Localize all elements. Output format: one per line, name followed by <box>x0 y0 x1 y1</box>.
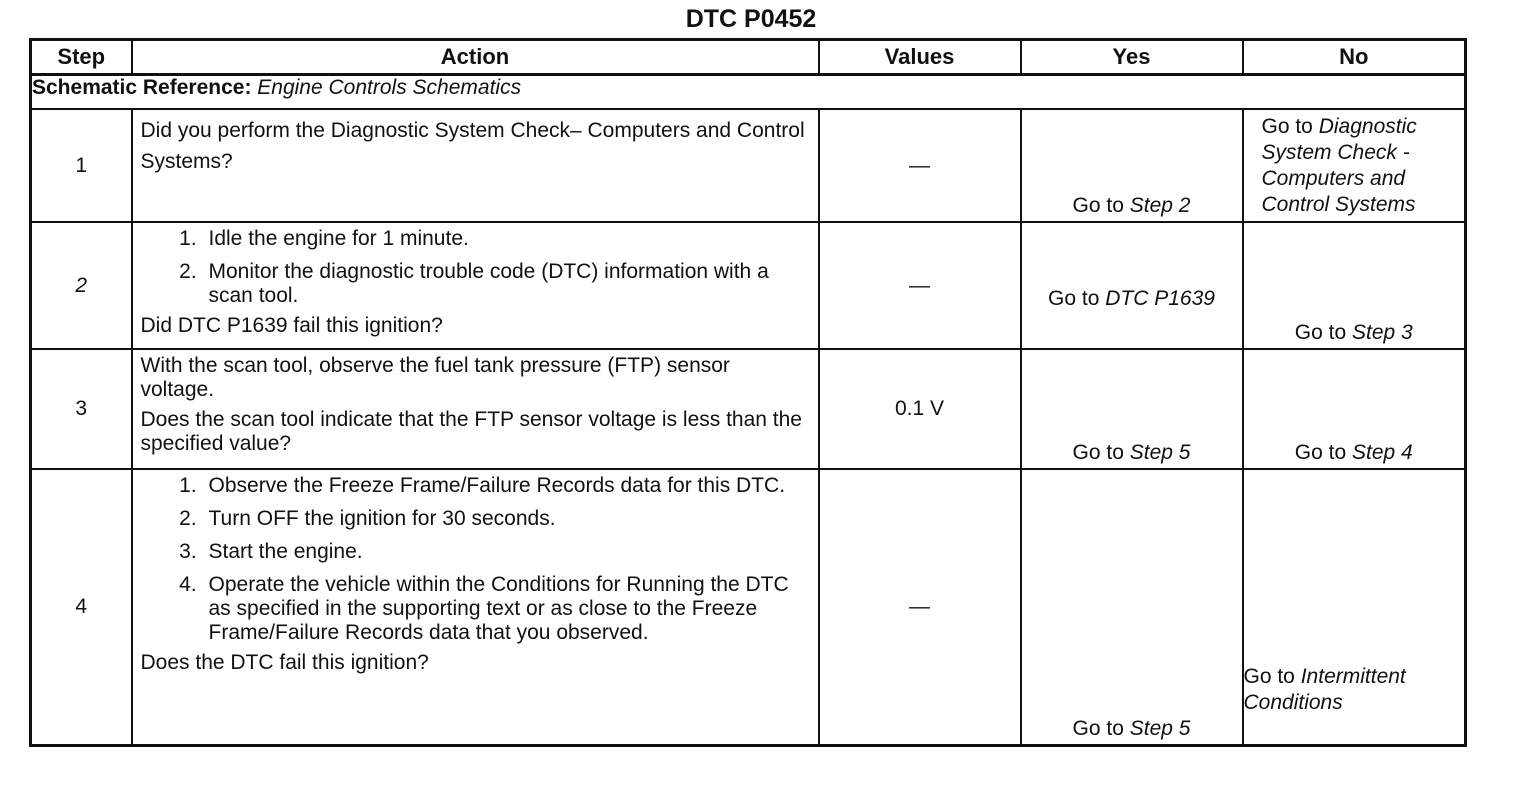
no-cell[interactable] <box>1243 349 1466 469</box>
step-number: 4 <box>31 469 132 745</box>
col-header-step: Step <box>31 40 132 75</box>
col-header-no: No <box>1243 40 1466 75</box>
action-text: With the scan tool, observe the fuel tank pressure (FTP) sensor voltage. <box>140 354 730 401</box>
no-cell[interactable] <box>1243 109 1466 222</box>
no-prefix: Go to <box>1294 441 1347 464</box>
yes-step-link[interactable]: Step 2 <box>1129 194 1191 217</box>
yes-dtc-link[interactable]: DTC P1639 <box>1105 287 1215 310</box>
action-question: Does the DTC fail this ignition? <box>140 651 429 674</box>
table-row <box>31 109 1466 222</box>
action-steps-list <box>141 227 810 308</box>
yes-cell[interactable] <box>1021 222 1243 349</box>
action-step: 2. Turn OFF the ignition for 30 seconds. <box>203 507 810 531</box>
action-cell <box>132 109 819 222</box>
col-header-action: Action <box>132 40 819 75</box>
no-procedure-link[interactable]: Intermittent Conditions <box>1243 664 1406 714</box>
table-row <box>31 222 1466 349</box>
action-steps-list <box>141 474 810 645</box>
document-title: DTC P0452 <box>685 5 817 33</box>
action-step: 4. Operate the vehicle within the Conditions for Running the DTC as specified in the supporting text or as close to the Freeze Frame/Failure Records data that you observed. <box>203 573 810 645</box>
yes-prefix: Go to <box>1048 287 1100 310</box>
value-cell: — <box>819 222 1021 349</box>
col-header-yes: Yes <box>1021 40 1243 75</box>
col-header-values: Values <box>819 40 1021 75</box>
header-row <box>31 40 1466 75</box>
yes-prefix: Go to <box>1072 716 1124 740</box>
step-number: 3 <box>31 349 132 469</box>
table-row <box>31 349 1466 469</box>
schematic-reference <box>31 75 1466 110</box>
action-cell <box>132 349 819 469</box>
yes-step-link[interactable]: Step 5 <box>1129 716 1191 740</box>
value-cell: — <box>819 109 1021 222</box>
no-step-link[interactable]: Step 3 <box>1352 321 1413 344</box>
schematic-reference-row <box>31 75 1466 110</box>
action-text: Did you perform the Diagnostic System Check– Computers and Control Systems? <box>140 119 805 173</box>
action-step: 1. Observe the Freeze Frame/Failure Records data for this DTC. <box>203 474 789 498</box>
yes-cell[interactable] <box>1021 349 1243 469</box>
action-step: 2. Monitor the diagnostic trouble code (DTC) information with a scan tool. <box>203 260 810 308</box>
action-cell <box>132 469 819 745</box>
action-question: Did DTC P1639 fail this ignition? <box>140 314 443 337</box>
table-row <box>31 469 1466 745</box>
yes-prefix: Go to <box>1072 441 1124 464</box>
yes-cell[interactable] <box>1021 109 1243 222</box>
action-step: 1. Idle the engine for 1 minute. <box>203 227 810 251</box>
schematic-reference-label: Schematic Reference: <box>32 76 252 99</box>
yes-cell[interactable] <box>1021 469 1243 745</box>
step-number: 1 <box>31 109 132 222</box>
no-procedure-link[interactable]: Diagnostic System Check - Computers and Control Systems <box>1261 115 1417 216</box>
diagnostic-table <box>29 38 1467 747</box>
yes-step-link[interactable]: Step 5 <box>1129 441 1191 464</box>
action-cell <box>132 222 819 349</box>
value-cell: 0.1 V <box>819 349 1021 469</box>
step-number: 2 <box>31 222 132 349</box>
value-cell: — <box>819 469 1021 745</box>
no-step-link[interactable]: Step 4 <box>1352 441 1413 464</box>
no-prefix: Go to <box>1294 321 1347 344</box>
no-cell[interactable] <box>1243 222 1466 349</box>
no-prefix: Go to <box>1243 664 1295 688</box>
yes-prefix: Go to <box>1072 194 1124 217</box>
no-cell[interactable] <box>1243 469 1466 745</box>
schematic-reference-link[interactable]: Engine Controls Schematics <box>257 76 522 99</box>
no-prefix: Go to <box>1261 115 1313 138</box>
action-question: Does the scan tool indicate that the FTP sensor voltage is less than the specified value? <box>140 408 802 455</box>
action-step: 3. Start the engine. <box>203 540 810 564</box>
